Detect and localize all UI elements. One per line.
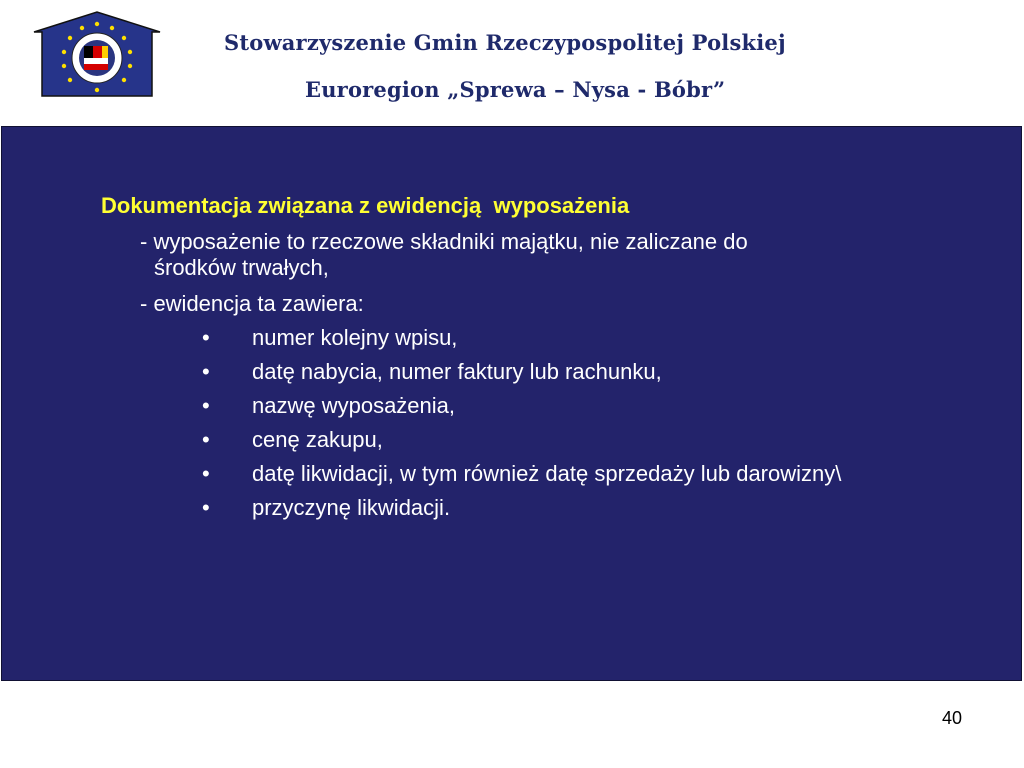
bullet-icon: • [202, 325, 210, 350]
content-body [2, 127, 1021, 680]
page-number: 40 [941, 708, 962, 728]
list-item-text: cenę zakupu, [252, 427, 383, 452]
list-item-text: numer kolejny wpisu, [252, 325, 458, 350]
list-item-text: przyczynę likwidacji. [252, 495, 451, 520]
list-item [202, 461, 841, 487]
list-item [202, 427, 383, 453]
bullet-icon: • [202, 359, 210, 384]
list-item [202, 359, 662, 385]
list-item [202, 495, 450, 521]
euroregion-logo-icon [32, 10, 162, 100]
item1-line1: - wyposażenie to rzeczowe składniki majątku, nie zaliczane do [140, 229, 748, 254]
item2: - ewidencja ta zawiera: [140, 291, 364, 316]
list-item [202, 325, 457, 351]
bullet-icon: • [202, 393, 210, 418]
list-item-text: datę likwidacji, w tym również datę sprzedaży lub darowizny\ [252, 461, 842, 486]
list-item [202, 393, 455, 419]
content-heading: Dokumentacja związana z ewidencją wyposażenia [101, 193, 630, 218]
header-euroregion-name: Euroregion „Sprewa – Nysa - Bóbr” [305, 77, 726, 102]
header-organization-name: Stowarzyszenie Gmin Rzeczypospolitej Polskiej [224, 30, 786, 55]
list-item-text: nazwę wyposażenia, [252, 393, 456, 418]
bullet-icon: • [202, 427, 210, 452]
list-item-text: datę nabycia, numer faktury lub rachunku, [252, 359, 662, 384]
item1-line2: środków trwałych, [154, 255, 329, 280]
bullet-icon: • [202, 495, 210, 520]
content-panel [1, 126, 1022, 681]
bullet-icon: • [202, 461, 210, 486]
